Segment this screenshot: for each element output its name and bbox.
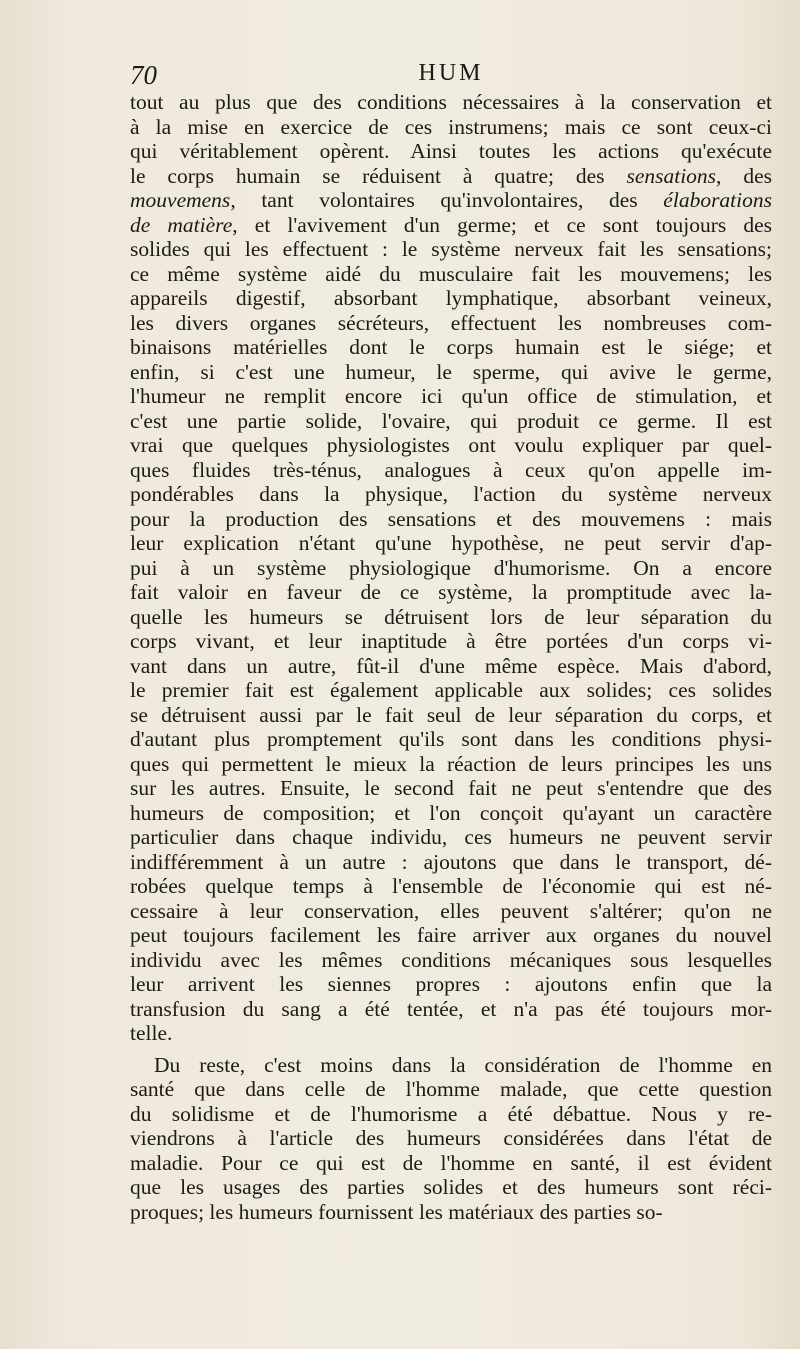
text-run: le corps humain se réduisent à quatre; des: [130, 163, 627, 188]
text-line: [130, 286, 772, 311]
text-line: [130, 1053, 772, 1078]
text-run: pui à un système physiologique d'humorisme. On a encore: [130, 555, 772, 580]
text-line: [130, 507, 772, 532]
text-line: [130, 213, 772, 238]
italic-term: de matière: [130, 212, 233, 237]
text-run: Du reste, c'est moins dans la considération de l'homme en: [154, 1052, 772, 1077]
text-run: c'est une partie solide, l'ovaire, qui produit ce germe. Il est: [130, 408, 772, 433]
text-line: [130, 972, 772, 997]
text-run: binaisons matérielles dont le corps humain est le siége; et: [130, 335, 772, 359]
text-line: [130, 188, 772, 213]
text-line: [130, 556, 772, 581]
text-line: [130, 678, 772, 703]
text-run: d'autant plus promptement qu'ils sont dans les conditions physi-: [130, 727, 772, 751]
text-run: les divers organes sécréteurs, effectuent les nombreuses com-: [130, 310, 772, 335]
text-run: ques fluides très-ténus, analogues à ceux qu'on appelle im-: [130, 457, 772, 482]
text-line: [130, 384, 772, 409]
text-line: [130, 237, 772, 262]
italic-term: sensations: [626, 163, 717, 188]
text-run: corps vivant, et leur inaptitude à être portées d'un corps vi-: [130, 629, 772, 653]
page-number: 70: [130, 60, 157, 90]
text-run: robées quelque temps à l'ensemble de l'économie qui est né-: [130, 874, 772, 898]
text-line: [130, 531, 772, 556]
text-line: [130, 1200, 772, 1225]
text-run: sur les autres. Ensuite, le second fait ne peut s'entendre que des: [130, 776, 772, 800]
text-line: [130, 776, 772, 801]
text-run: humeurs de composition; et l'on conçoit qu'ayant un caractère: [130, 800, 772, 825]
text-line: [130, 752, 772, 777]
text-run: , et l'avivement d'un germe; et ce sont toujours des: [232, 212, 772, 237]
text-run: tout au plus que des conditions nécessaires à la conservation et: [130, 90, 772, 114]
text-line: [130, 115, 772, 140]
text-line: [130, 139, 772, 164]
text-line: [130, 605, 772, 630]
text-line: [130, 703, 772, 728]
text-run: viendrons à l'article des humeurs considérées dans l'état de: [130, 1126, 772, 1150]
text-line: [130, 874, 772, 899]
paragraph-gap: [130, 1046, 772, 1053]
text-line: [130, 850, 772, 875]
italic-term: mouvemens: [130, 188, 231, 212]
text-line: [130, 360, 772, 385]
text-line: [130, 1021, 772, 1046]
text-line: [130, 409, 772, 434]
text-line: [130, 899, 772, 924]
text-run: santé que dans celle de l'homme malade, que cette question: [130, 1077, 772, 1101]
text-run: appareils digestif, absorbant lymphatique, absorbant veineux,: [130, 286, 772, 310]
text-run: se détruisent aussi par le fait seul de leur séparation du corps, et: [130, 702, 772, 727]
text-run: individu avec les mêmes conditions mécaniques sous lesquelles: [130, 947, 772, 972]
text-line: [130, 1151, 772, 1176]
text-line: [130, 629, 772, 654]
text-line: [130, 727, 772, 752]
text-line: [130, 262, 772, 287]
text-run: telle.: [130, 1021, 173, 1045]
text-run: solides qui les effectuent : le système nerveux fait les sensations;: [130, 237, 772, 261]
text-line: [130, 1175, 772, 1200]
text-line: [130, 90, 772, 115]
text-run: ce même système aidé du musculaire fait les mouvemens; les: [130, 261, 772, 286]
text-run: que les usages des parties solides et des humeurs sont réci-: [130, 1175, 772, 1199]
text-line: [130, 948, 772, 973]
text-run: cessaire à leur conservation, elles peuvent s'altérer; qu'on ne: [130, 898, 772, 923]
text-line: [130, 164, 772, 189]
text-line: [130, 1102, 772, 1127]
text-line: [130, 482, 772, 507]
text-run: particulier dans chaque individu, ces humeurs ne peuvent servir: [130, 825, 772, 849]
text-run: quelle les humeurs se détruisent lors de leur séparation du: [130, 604, 772, 629]
text-line: [130, 458, 772, 483]
text-line: [130, 825, 772, 850]
text-line: [130, 311, 772, 336]
text-run: ques qui permettent le mieux la réaction de leurs principes les uns: [130, 751, 772, 776]
text-run: , des: [716, 163, 772, 188]
text-run: leur explication n'étant qu'une hypothèse, ne peut servir d'ap-: [130, 531, 772, 555]
text-run: maladie. Pour ce qui est de l'homme en santé, il est évident: [130, 1150, 772, 1175]
text-line: [130, 1126, 772, 1151]
paragraph: [130, 90, 772, 1046]
body-text: [130, 90, 772, 1224]
text-run: , tant volontaires qu'involontaires, des: [230, 188, 664, 212]
text-line: [130, 997, 772, 1022]
text-run: vant dans un autre, fût-il d'une même espèce. Mais d'abord,: [130, 653, 772, 678]
text-run: vrai que quelques physiologistes ont voulu expliquer par quel-: [130, 433, 772, 457]
paragraph: [130, 1053, 772, 1225]
text-run: l'humeur ne remplit encore ici qu'un office de stimulation, et: [130, 384, 772, 408]
text-run: le premier fait est également applicable aux solides; ces solides: [130, 678, 772, 702]
text-run: à la mise en exercice de ces instrumens; mais ce sont ceux-ci: [130, 114, 772, 139]
page-header: [130, 60, 772, 94]
text-run: qui véritablement opèrent. Ainsi toutes les actions qu'exécute: [130, 139, 772, 163]
text-line: [130, 580, 772, 605]
text-run: pour la production des sensations et des mouvemens : mais: [130, 506, 772, 531]
text-run: indifféremment à un autre : ajoutons que dans le transport, dé-: [130, 849, 772, 874]
running-head: HUM: [418, 60, 484, 86]
text-line: [130, 1077, 772, 1102]
text-line: [130, 654, 772, 679]
text-run: du solidisme et de l'humorisme a été débattue. Nous y re-: [130, 1101, 772, 1126]
text-run: pondérables dans la physique, l'action du système nerveux: [130, 482, 772, 506]
text-line: [130, 801, 772, 826]
italic-term: élaborations: [663, 188, 772, 212]
text-line: [130, 433, 772, 458]
text-run: transfusion du sang a été tentée, et n'a pas été toujours mor-: [130, 996, 772, 1021]
text-run: peut toujours facilement les faire arriver aux organes du nouvel: [130, 923, 772, 947]
text-run: enfin, si c'est une humeur, le sperme, qui avive le germe,: [130, 359, 772, 384]
text-line: [130, 335, 772, 360]
text-run: fait valoir en faveur de ce système, la promptitude avec la-: [130, 580, 772, 604]
text-line: [130, 923, 772, 948]
text-run: proques; les humeurs fournissent les matériaux des parties so-: [130, 1199, 663, 1224]
text-run: leur arrivent les siennes propres : ajoutons enfin que la: [130, 972, 772, 996]
